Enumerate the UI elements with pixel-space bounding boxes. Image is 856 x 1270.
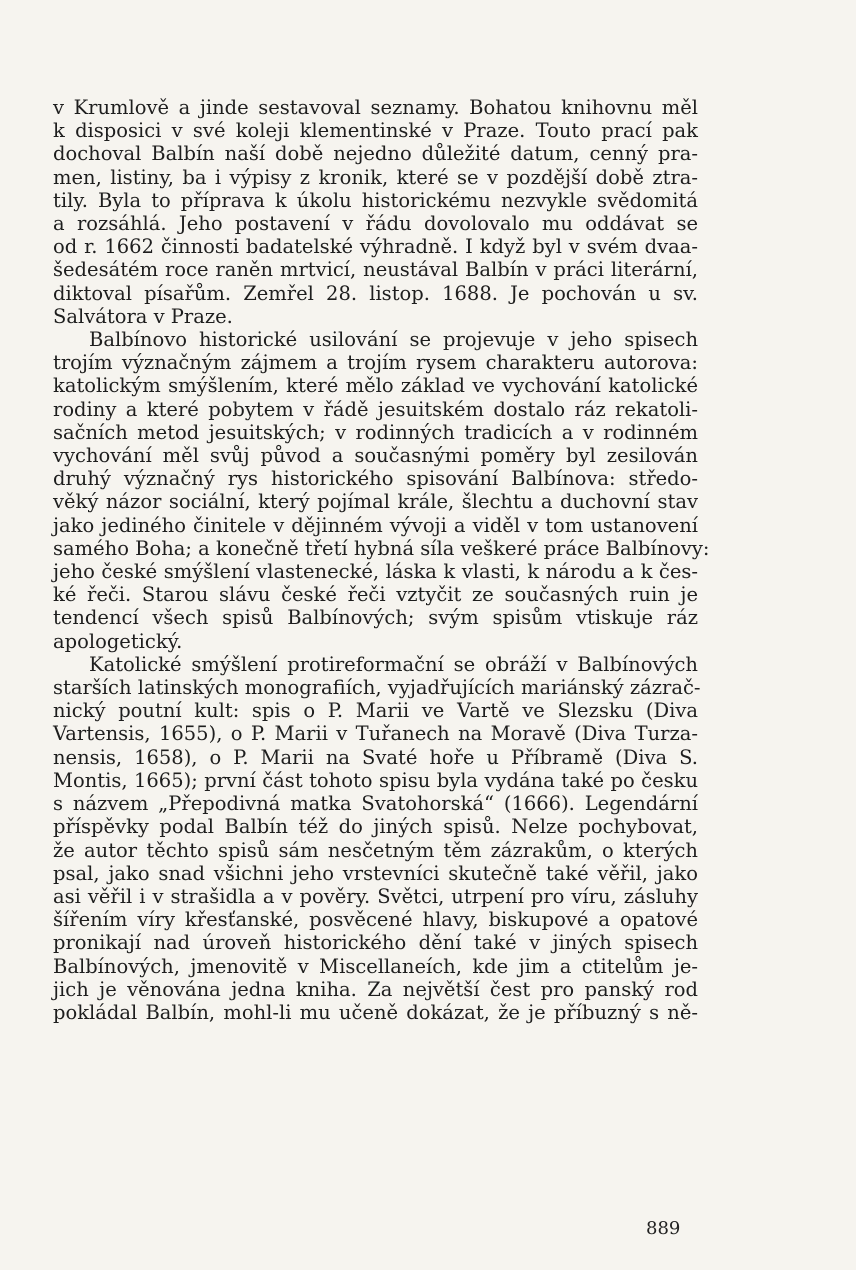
text-line: příspěvky podal Balbín též do jiných spisů. Nelze pochybovat, bbox=[53, 815, 698, 839]
page-number: 889 bbox=[646, 1218, 681, 1239]
text-line: men, listiny, ba i výpisy z kronik, které se v pozdější době ztra- bbox=[53, 165, 698, 189]
text-line: katolickým smýšlením, které mělo základ ve vychování katolické bbox=[53, 374, 698, 398]
text-line: tily. Byla to příprava k úkolu historickému nezvykle svědomitá bbox=[53, 188, 698, 212]
text-line: šedesátém roce raněn mrtvicí, neustával Balbín v práci literární, bbox=[53, 258, 698, 282]
paragraph-1 bbox=[53, 96, 698, 328]
text-line: dochoval Balbín naší době nejedno důležité datum, cenný pra- bbox=[53, 142, 698, 166]
text-line: od r. 1662 činnosti badatelské výhradně. I když byl v svém dvaa- bbox=[53, 235, 698, 259]
text-line: nensis, 1658), o P. Marii na Svaté hoře u Příbramě (Diva S. bbox=[53, 745, 698, 769]
text-line: ké řeči. Starou slávu české řeči vztyčit ze současných ruin je bbox=[53, 583, 698, 607]
text-line: samého Boha; a konečně třetí hybná síla veškeré práce Balbínovy: bbox=[53, 536, 710, 560]
text-line: věký názor sociální, který pojímal krále, šlechtu a duchovní stav bbox=[53, 490, 698, 514]
text-line: v Krumlově a jinde sestavoval seznamy. Bohatou knihovnu měl bbox=[53, 96, 698, 119]
text-line: asi věřil i v strašidla a v pověry. Světci, utrpení pro víru, zásluhy bbox=[53, 884, 698, 908]
text-line: k disposici v své koleji klementinské v Praze. Touto prací pak bbox=[53, 119, 698, 143]
paragraph-2 bbox=[53, 328, 710, 653]
text-line: rodiny a které pobytem v řádě jesuitském dostalo ráz rekatoli- bbox=[53, 397, 698, 421]
text-line: nický poutní kult: spis o P. Marii ve Vartě ve Slezsku (Diva bbox=[53, 699, 698, 723]
text-line: druhý význačný rys historického spisování Balbínova: středo- bbox=[53, 467, 698, 491]
text-line: šířením víry křesťanské, posvěcené hlavy, biskupové a opatové bbox=[53, 908, 698, 932]
text-line: starších latinských monografiích, vyjadřujících mariánský zázrač- bbox=[53, 676, 701, 700]
text-line: apologetický. bbox=[53, 629, 183, 653]
text-line: Montis, 1665); první část tohoto spisu byla vydána také po česku bbox=[53, 768, 698, 792]
text-line: sačních metod jesuitských; v rodinných tradicích a v rodinném bbox=[53, 420, 698, 444]
text-line: pokládal Balbín, mohl-li mu učeně dokázat, že je příbuzný s ně- bbox=[53, 1000, 698, 1024]
text-line: tendencí všech spisů Balbínových; svým spisům vtiskuje ráz bbox=[53, 606, 698, 630]
text-line: vychování měl svůj původ a současnými poměry byl zesilován bbox=[53, 444, 698, 468]
text-line: Balbínových, jmenovitě v Miscellaneích, kde jim a ctitelům je- bbox=[53, 954, 698, 978]
text-line: jich je věnována jedna kniha. Za největší čest pro panský rod bbox=[53, 977, 698, 1001]
body-text bbox=[53, 96, 710, 1024]
text-line: psal, jako snad všichni jeho vrstevníci skutečně také věřil, jako bbox=[53, 861, 698, 885]
text-line: jeho české smýšlení vlastenecké, láska k vlasti, k národu a k čes- bbox=[53, 560, 698, 584]
text-line: a rozsáhlá. Jeho postavení v řádu dovolovalo mu oddávat se bbox=[53, 212, 698, 236]
text-line: jako jediného činitele v dějinném vývoji a viděl v tom ustanovení bbox=[53, 513, 698, 537]
text-line: trojím význačným zájmem a trojím rysem charakteru autorova: bbox=[53, 351, 698, 375]
paragraph-3 bbox=[53, 652, 701, 1024]
text-line: Vartensis, 1655), o P. Marii v Tuřanech na Moravě (Diva Turza- bbox=[53, 722, 698, 746]
text-line: Salvátora v Praze. bbox=[53, 304, 233, 328]
text-line: Katolické smýšlení protireformační se obráží v Balbínových bbox=[89, 652, 698, 676]
text-line: diktoval písařům. Zemřel 28. listop. 1688. Je pochován u sv. bbox=[53, 281, 698, 305]
text-line: Balbínovo historické usilování se projevuje v jeho spisech bbox=[89, 328, 698, 352]
text-line: s názvem „Přepodivná matka Svatohorská“ (1666). Legendární bbox=[53, 792, 698, 816]
text-line: že autor těchto spisů sám nesčetným těm zázrakům, o kterých bbox=[53, 838, 698, 862]
text-line: pronikají nad úroveň historického dění také v jiných spisech bbox=[53, 931, 698, 955]
